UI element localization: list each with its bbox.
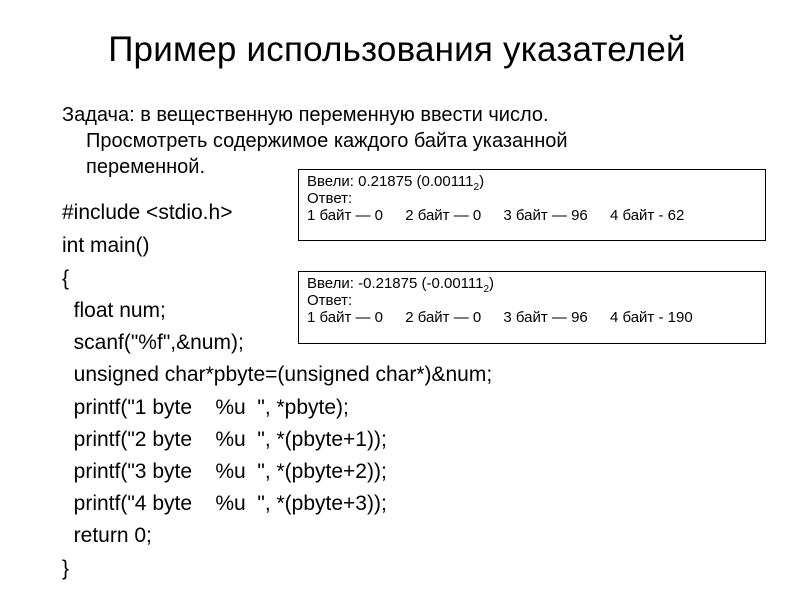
byte-value: 3 байт — 96 [503, 309, 588, 326]
slide-title: Пример использования указателей [108, 30, 686, 69]
byte-value: 1 байт — 0 [307, 207, 384, 224]
byte-values [307, 207, 757, 224]
byte-value: 3 байт — 96 [503, 207, 588, 224]
code-line: printf("2 byte %u ", *(pbyte+1)); [62, 428, 387, 451]
byte-value: 4 байт - 190 [609, 309, 693, 326]
byte-values [307, 309, 757, 326]
code-line: { [62, 267, 70, 290]
code-line: #include <stdio.h> [62, 201, 233, 224]
byte-value: 2 байт — 0 [405, 207, 482, 224]
byte-value: 1 байт — 0 [307, 309, 384, 326]
code-line: scanf("%f",&num); [62, 331, 244, 354]
code-line: printf("4 byte %u ", *(pbyte+3)); [62, 492, 387, 515]
result-box-negative [298, 271, 766, 344]
code-line: return 0; [62, 524, 152, 547]
code-line: printf("3 byte %u ", *(pbyte+2)); [62, 460, 387, 483]
task-line-3: переменной. [86, 156, 206, 178]
code-line: } [62, 557, 70, 580]
code-line: int main() [62, 234, 150, 257]
task-line-1: Задача: в вещественную переменную ввести число. [62, 104, 549, 126]
code-line: float num; [62, 299, 166, 322]
input-value: Ввели: -0.21875 $(-0.00111_2)$ [307, 275, 495, 295]
code-line: unsigned char*pbyte=(unsigned char*)&num; [62, 363, 493, 386]
input-value: Ввели: 0.21875 $(0.00111_2)$ [307, 173, 485, 193]
answer-label: Ответ: [307, 190, 353, 207]
result-box-positive [298, 169, 766, 241]
answer-label: Ответ: [307, 292, 353, 309]
byte-value: 2 байт — 0 [405, 309, 482, 326]
task-line-2: Просмотреть содержимое каждого байта указанной [86, 130, 568, 152]
code-line: printf("1 byte %u ", *pbyte); [62, 396, 349, 419]
byte-value: 4 байт - 62 [609, 207, 685, 224]
